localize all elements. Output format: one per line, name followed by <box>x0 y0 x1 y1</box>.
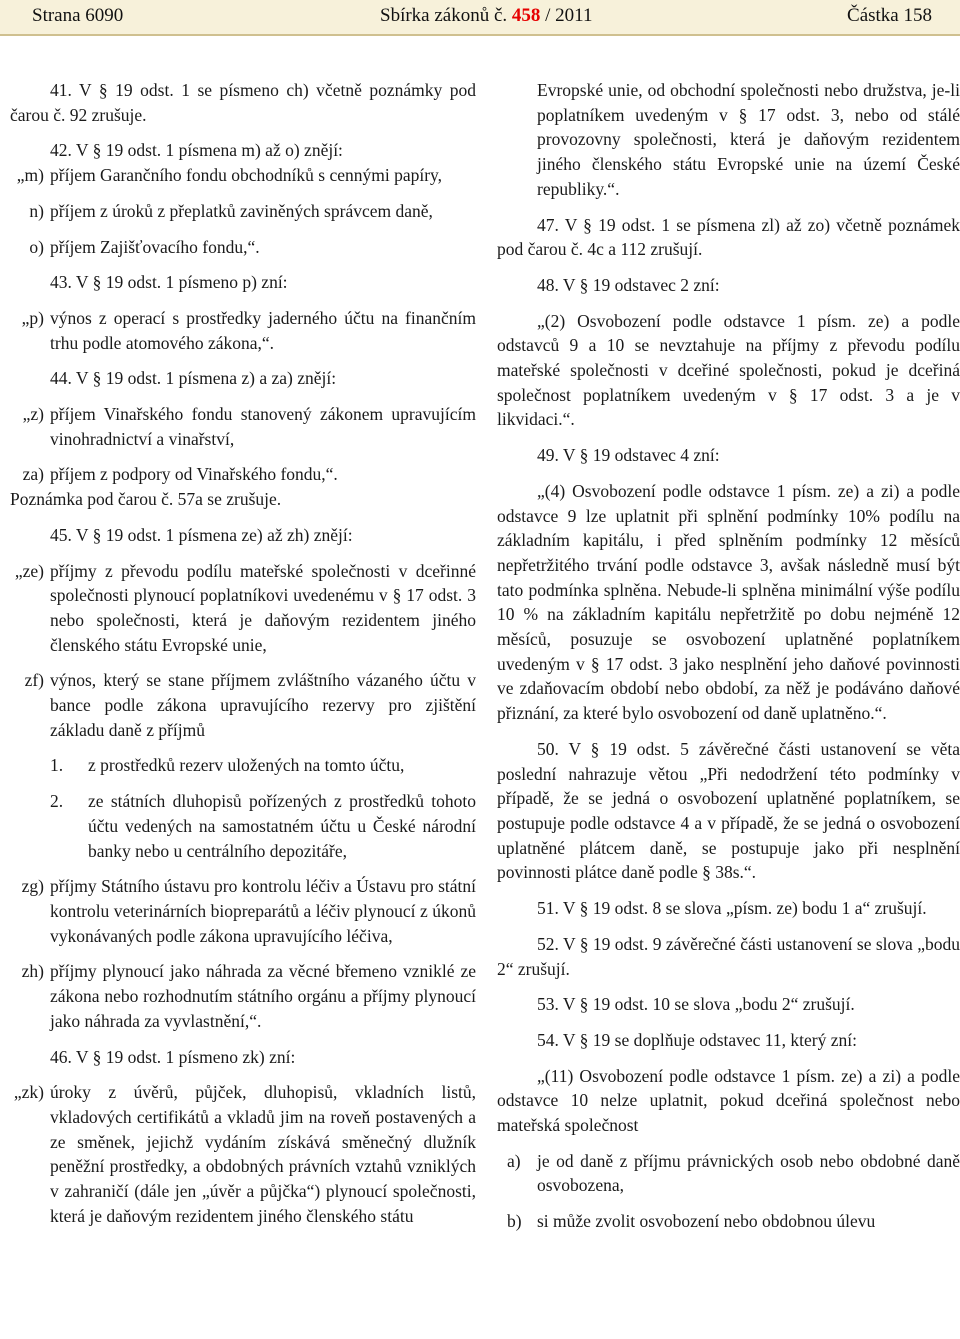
page-number: Strana 6090 <box>32 5 124 26</box>
letter-n: n) příjem z úroků z přeplatků zaviněných správcem daně, <box>29 200 433 221</box>
item-45: 45. V § 19 odst. 1 písmena ze) až zh) znějí: <box>50 524 353 545</box>
quote-paragraph-11: „(11) Osvobození podle odstavce 1 písm. ze) a zi) a podle odstavce 10 nelze uplatnit, pokud dceřiná společnost nebo mateřská společnost <box>497 1065 960 1136</box>
letter-p: „p) výnos z operací s prostředky jaderného účtu na finančním trhu podle atomového zákona,“. <box>21 307 476 353</box>
item-46: 46. V § 19 odst. 1 písmeno zk) zní: <box>50 1046 296 1067</box>
item-47: 47. V § 19 odst. 1 se písmena zl) až zo) včetně poznámek pod čarou č. 4c a 112 zrušují. <box>497 214 960 260</box>
item-44: 44. V § 19 odst. 1 písmena z) a za) znějí: <box>50 368 337 389</box>
item-53: 53. V § 19 odst. 10 se slova „bodu 2“ zrušují. <box>537 994 855 1015</box>
item-50: 50. V § 19 odst. 5 závěrečné části ustanovení se věta poslední nahrazuje větou „Při nedodržení této podmínky v případě, že se jedná o osvobození uplatněné poplatníkem, se postupuje podle odstavce 4 a v případě, že se jedná o osvobození uplatněné plátcem daně, se postupuje jako při nesplnění povinnosti plátce daně podle § 38s.“. <box>497 738 960 883</box>
point-2: 2. ze státních dluhopisů pořízených z prostředků tohoto účtu vedených na samostatném účtu u České národní banky nebo u centrálního depozitáře, <box>50 791 476 861</box>
letter-zf: zf) výnos, který se stane příjmem zvláštního vázaného účtu v bance podle zákona upravujícího rezervy pro zjištění základu daně z příjmů <box>24 670 476 740</box>
item-49: 49. V § 19 odstavec 4 zní: <box>537 445 720 466</box>
right-column <box>497 78 960 1234</box>
item-51: 51. V § 19 odst. 8 se slova „písm. ze) bodu 1 a“ zrušují. <box>537 898 927 919</box>
page-header <box>0 0 960 36</box>
letter-z: „z) příjem Vinařského fondu stanovený zákonem upravujícím vinohradnictví a vinařství, <box>22 404 476 449</box>
letter-zh: zh) příjmy plynoucí jako náhrada za věcné břemeno vzniklé ze zákona nebo rozhodnutím státního orgánu a příjmy plynoucí jako náhrada za vyvlastnění,“. <box>21 961 476 1031</box>
point-1: 1. z prostředků rezerv uložených na tomto účtu, <box>50 755 405 776</box>
letter-o: o) příjem Zajišťovacího fondu,“. <box>29 236 260 257</box>
footnote-remark: Poznámka pod čarou č. 57a se zrušuje. <box>10 489 282 510</box>
item-43: 43. V § 19 odst. 1 písmeno p) zní: <box>50 272 288 293</box>
letter-b: b) si může zvolit osvobození nebo obdobnou úlevu <box>507 1211 876 1232</box>
item-52: 52. V § 19 odst. 9 závěrečné části ustanovení se slova „bodu 2“ zrušují. <box>497 933 960 979</box>
item-41: 41. V § 19 odst. 1 se písmeno ch) včetně poznámky pod čarou č. 92 zrušuje. <box>10 80 476 125</box>
left-column <box>10 78 476 1228</box>
continuation-text: Evropské unie, od obchodní společnosti nebo družstva, je-li poplatníkem uvedeným v § 17 odst. 3, nebo od stálé provozovny společnosti, která je daňovým rezidentem jiného členského státu Evropské unie na území České republiky.“. <box>537 80 960 199</box>
quote-paragraph-2: „(2) Osvobození podle odstavce 1 písm. ze) a podle odstavců 9 a 10 se nevztahuje na příjmy z převodu podílu mateřské společnosti v dceřiné společnosti, pokud je dceřiná společnost poplatníkem uvedeným v § 17 odst. 3 a je v likvidaci.“. <box>497 310 960 430</box>
letter-zk: „zk) úroky z úvěrů, půjček, dluhopisů, vkladních listů, vkladových certifikátů a vkladů jim na roveň postavených a ze směnek, jejichž vydáním získává směnečný dlužník peněžní prostředky, a obdobných právních vztahů vzniklých v zahraničí (dále jen „úvěr a půjčka“) plynoucí společnosti, která je daňovým rezidentem jiného členského státu <box>13 1082 476 1226</box>
item-42: 42. V § 19 odst. 1 písmena m) až o) znějí: <box>50 140 343 161</box>
item-48: 48. V § 19 odstavec 2 zní: <box>537 274 720 295</box>
letter-zg: zg) příjmy Státního ústavu pro kontrolu léčiv a Ústavu pro státní kontrolu veterinárních biopreparátů a léčiv plynoucí z úkonů vykonávaných podle zákona upravujícího léčiva, <box>21 876 476 946</box>
letter-za: za) příjem z podpory od Vinařského fondu,“. <box>22 464 338 485</box>
issue-number: Částka 158 <box>847 5 932 26</box>
quote-paragraph-4: „(4) Osvobození podle odstavce 1 písm. ze) a zi) a podle odstavce 9 lze uplatnit při splnění podmínky 10% podílu na základním kapitálu, i před splněním podmínky 12 měsíců nepřetržitého trvání podle odstavce 3, avšak následně musí být tato podmínka splněna. Nebude-li splněna minimální výše podílu 10 % na základním kapitálu nepřetržitě po dobu nejméně 12 měsíců, posuzuje se osvobození uplatněné poplatníkem uvedeným v § 17 odst. 3 jako nesplnění jeho daňové povinnosti ve zdaňovacím období nebo období, za něž je podáváno daňové přiznání, za které bylo osvobození od daně uplatněno.“. <box>497 480 960 724</box>
collection-title: Sbírka zákonů č. 458 / 2011 <box>380 5 593 26</box>
letter-m: „m) příjem Garančního fondu obchodníků s cennými papíry, <box>16 165 443 186</box>
item-54: 54. V § 19 se doplňuje odstavec 11, který zní: <box>537 1029 857 1050</box>
letter-ze: „ze) příjmy z převodu podílu mateřské společnosti v dceřinné společnosti plynoucí poplatníkovi uvedenému v § 17 odst. 3 nebo společnosti, která je daňovým rezidentem jiného členského státu Evropské unie, <box>14 560 476 655</box>
law-number: 458 <box>511 5 541 26</box>
letter-a: a) je od daně z příjmu právnických osob nebo obdobné daně osvobozena, <box>507 1150 960 1196</box>
